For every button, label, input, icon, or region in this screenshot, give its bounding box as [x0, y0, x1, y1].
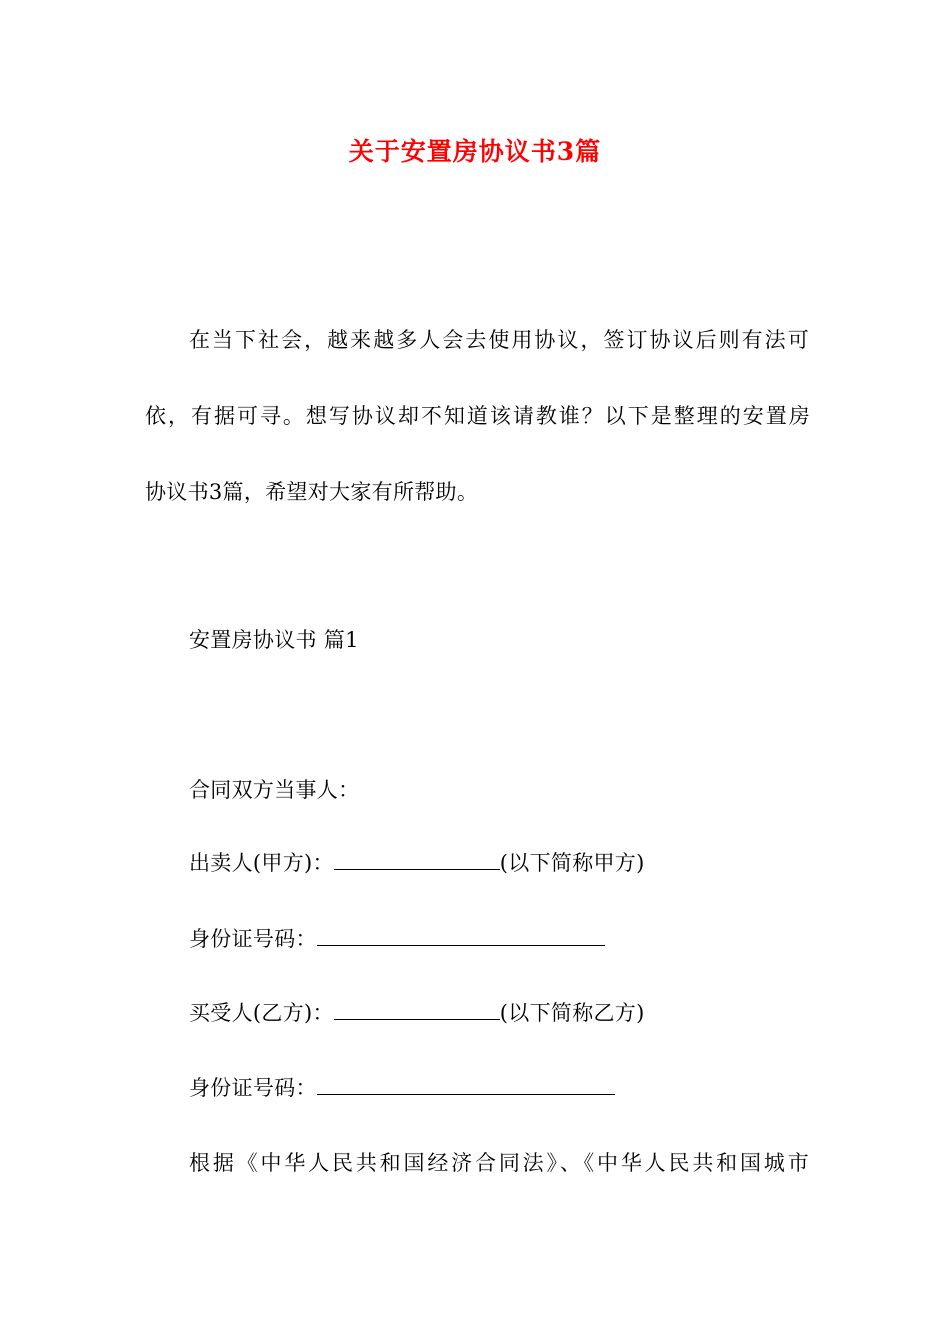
intro-line-3: 协议书3篇，希望对大家有所帮助。: [145, 480, 479, 504]
legal-basis-line: 根据《中华人民共和国经济合同法》、《中华人民共和国城市: [189, 1151, 809, 1175]
seller-label: 出卖人(甲方)：: [189, 851, 334, 875]
seller-id-label: 身份证号码：: [189, 927, 317, 951]
buyer-id-row: [189, 1068, 809, 1108]
parties-label: 合同双方当事人：: [189, 778, 360, 802]
seller-suffix: (以下简称甲方): [499, 851, 645, 875]
intro-line-1: 在当下社会，越来越多人会去使用协议，签订协议后则有法可: [189, 328, 809, 352]
section-heading: 安置房协议书 篇1: [189, 628, 359, 652]
buyer-name-blank[interactable]: [334, 997, 500, 1020]
seller-id-blank[interactable]: [317, 923, 605, 946]
buyer-suffix: (以下简称乙方): [499, 1001, 645, 1025]
seller-name-blank[interactable]: [334, 847, 500, 870]
document-title: 关于安置房协议书3篇: [348, 137, 602, 166]
buyer-id-blank[interactable]: [317, 1072, 615, 1095]
buyer-label: 买受人(乙方)：: [189, 1001, 334, 1025]
buyer-id-label: 身份证号码：: [189, 1076, 317, 1100]
seller-row: [189, 843, 809, 883]
buyer-row: [189, 993, 809, 1033]
seller-id-row: [189, 919, 809, 959]
intro-line-2: 依，有据可寻。想写协议却不知道该请教谁？以下是整理的安置房: [145, 404, 810, 428]
